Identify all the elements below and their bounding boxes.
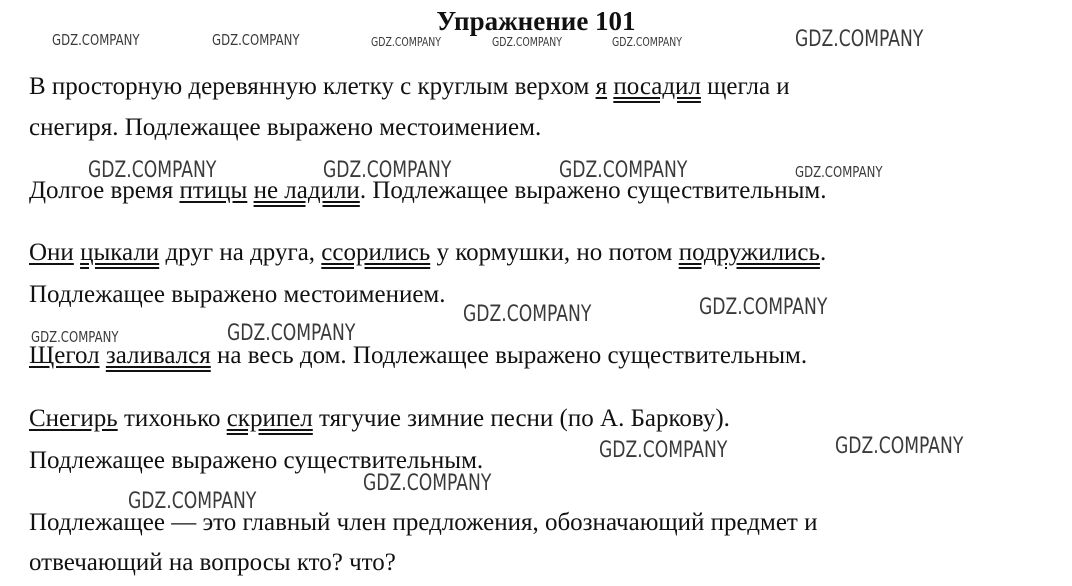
text-segment: тягучие зимние песни (по А. Баркову). (312, 405, 730, 432)
subject-word: птицы (179, 177, 248, 204)
watermark: GDZ.COMPANY (599, 438, 728, 463)
subject-word: я (595, 73, 608, 100)
text-segment: щегла и (700, 73, 790, 100)
watermark: GDZ.COMPANY (323, 158, 452, 183)
text-line-2: снегиря. Подлежащее выражено местоимением. (29, 114, 542, 141)
subject-word: Они (29, 239, 74, 266)
watermark: GDZ.COMPANY (463, 302, 592, 327)
watermark: GDZ.COMPANY (371, 35, 442, 49)
text-line-5: Подлежащее выражено местоимением. (29, 281, 446, 308)
watermark: GDZ.COMPANY (795, 163, 883, 181)
watermark: GDZ.COMPANY (212, 31, 300, 49)
text-segment: . (819, 239, 827, 266)
text-line-4 (29, 238, 826, 268)
watermark: GDZ.COMPANY (492, 35, 563, 49)
text-segment: друг на друга, (159, 239, 322, 266)
predicate-word: подружились (678, 239, 820, 266)
text-segment: Долгое время (29, 177, 180, 204)
text-line-10: отвечающий на вопросы кто? что? (29, 549, 396, 576)
text-segment: . Подлежащее выражено существительным. (359, 177, 827, 204)
watermark: GDZ.COMPANY (363, 471, 492, 496)
watermark: GDZ.COMPANY (612, 35, 683, 49)
exercise-title: Упражнение 101 (436, 6, 636, 36)
predicate-word: не ладили (253, 177, 360, 204)
predicate-word: скрипел (226, 405, 313, 432)
watermark: GDZ.COMPANY (795, 27, 924, 52)
text-line-7 (29, 404, 730, 434)
subject-word: Щегол (29, 342, 100, 369)
watermark: GDZ.COMPANY (559, 158, 688, 183)
watermark: GDZ.COMPANY (128, 489, 257, 514)
predicate-word: цыкали (80, 239, 160, 266)
predicate-word: заливался (105, 342, 211, 369)
watermark: GDZ.COMPANY (52, 31, 140, 49)
watermark: GDZ.COMPANY (227, 321, 356, 346)
watermark: GDZ.COMPANY (31, 328, 119, 346)
text-line-6 (29, 341, 807, 371)
text-segment: на весь дом. Подлежащее выражено существительным. (210, 342, 808, 369)
text-line-9: Подлежащее — это главный член предложения, обозначающий предмет и (29, 509, 818, 536)
subject-word: Снегирь (29, 405, 118, 432)
watermark: GDZ.COMPANY (699, 295, 828, 320)
text-segment: В просторную деревянную клетку с круглым верхом (29, 73, 596, 100)
text-segment: у кормушки, но потом (430, 239, 679, 266)
text-line-8: Подлежащее выражено существительным. (29, 447, 484, 474)
text-line-1 (29, 72, 790, 102)
predicate-word: посадил (613, 73, 701, 100)
watermark: GDZ.COMPANY (88, 158, 217, 183)
text-segment: тихонько (117, 405, 227, 432)
watermark: GDZ.COMPANY (835, 434, 964, 459)
predicate-word: ссорились (321, 239, 431, 266)
